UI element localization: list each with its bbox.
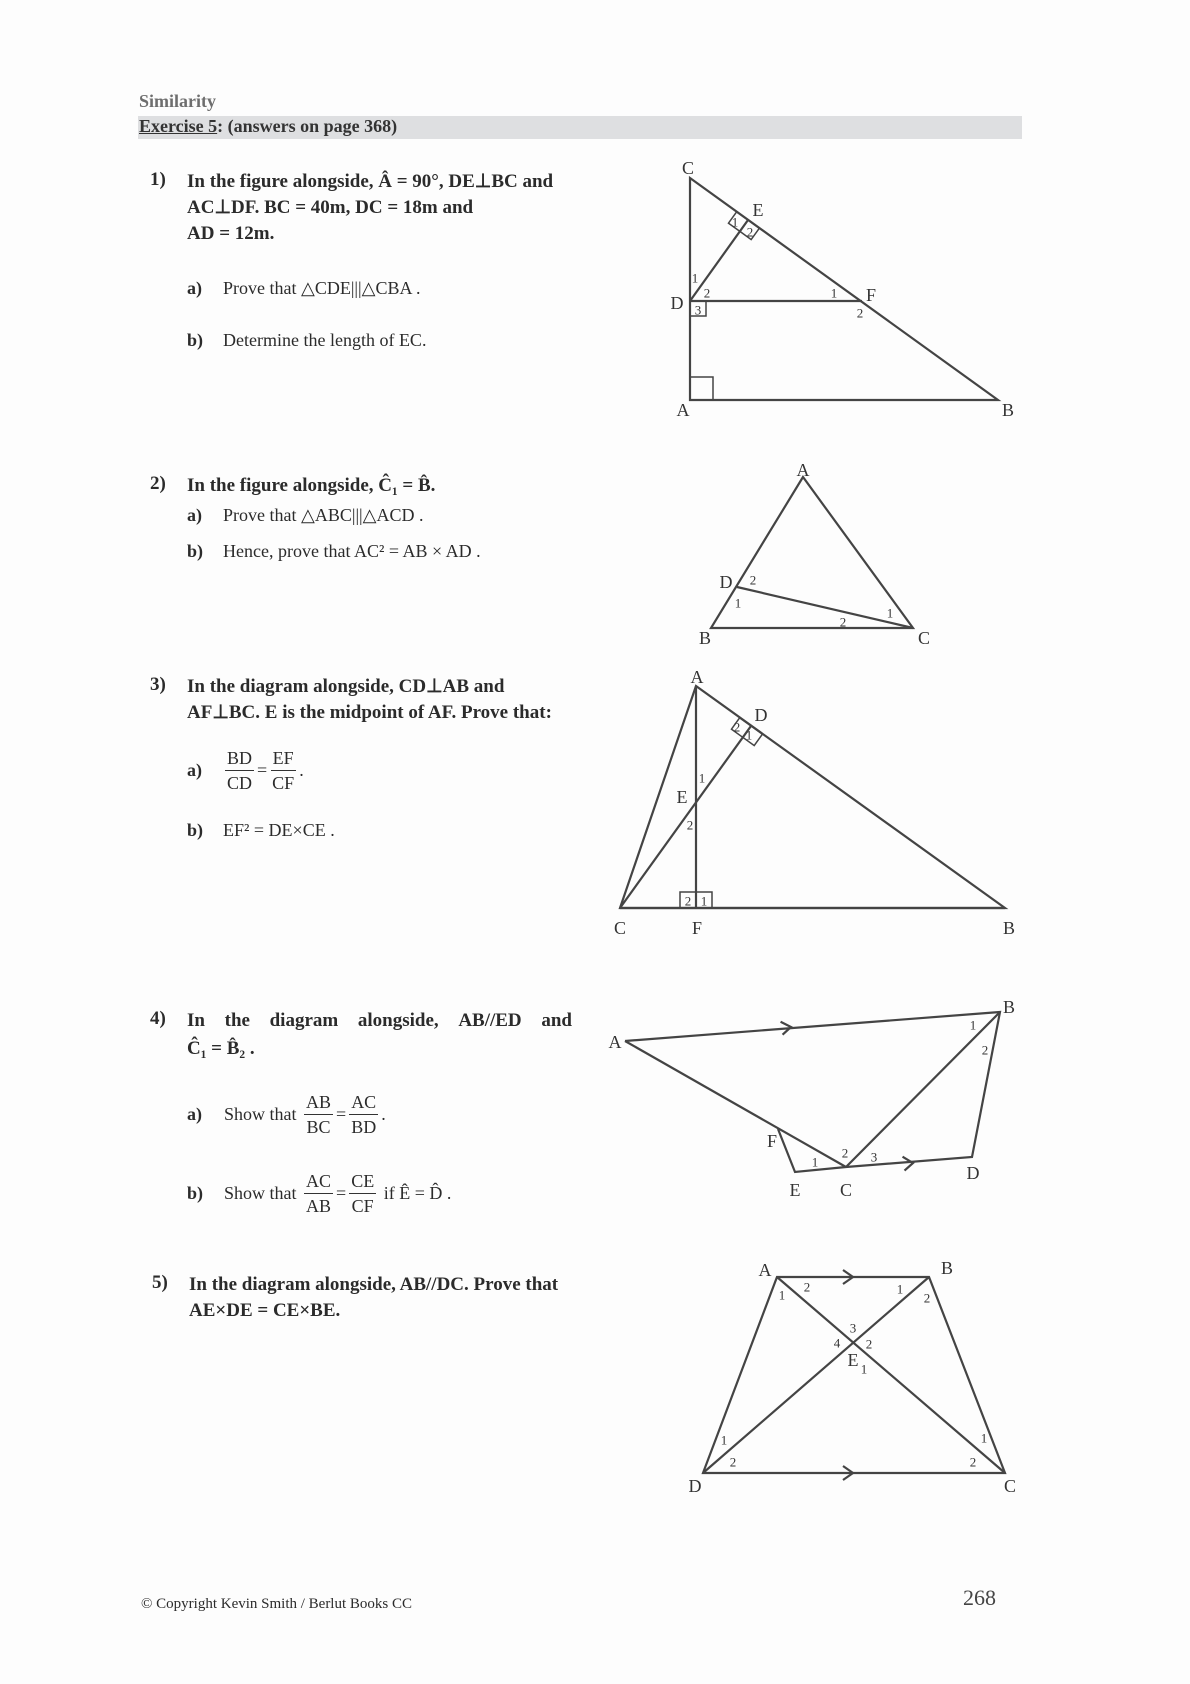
problem-2-statement: In the figure alongside, Ĉ₁ = B̂.: [187, 475, 436, 496]
angle-label: 3: [849, 1320, 857, 1336]
point-label: D: [966, 1163, 980, 1183]
angle-label: 1: [698, 770, 706, 786]
part-text: Hence, prove that AC² = AB × AD .: [223, 541, 481, 561]
point-label: A: [758, 1260, 772, 1280]
angle-label: 2: [803, 1279, 811, 1295]
angle-label: 2: [856, 305, 864, 321]
part-label: a): [187, 1104, 202, 1124]
angle-label: 2: [733, 719, 741, 735]
angle-label: 2: [746, 224, 754, 240]
diagram-3: [614, 667, 1015, 938]
angle-label: 2: [841, 1145, 849, 1161]
point-label: F: [865, 285, 877, 305]
segment-cd: [620, 726, 751, 908]
word: AB//ED: [458, 1010, 522, 1031]
page-number: 268: [963, 1585, 996, 1610]
part-label: b): [187, 541, 204, 561]
numerator: EF: [271, 746, 296, 771]
angle-label: 1: [980, 1430, 988, 1446]
angle-label: 2: [703, 285, 711, 301]
angle-label: 2: [969, 1454, 977, 1470]
numerator: CE: [349, 1169, 376, 1194]
exercise-label: Exercise 5: [139, 116, 218, 136]
angle-label: 2: [981, 1042, 989, 1058]
segment-de: [690, 220, 748, 301]
point-label: A: [676, 400, 690, 420]
point-label: D: [670, 293, 684, 313]
part-text: Show that: [224, 1183, 297, 1203]
problem-4-statement-line-2: Ĉ₁ = B̂₂ .: [187, 1038, 255, 1059]
point-label: D: [688, 1476, 702, 1496]
angle-label: 1: [778, 1287, 786, 1303]
angle-label: 2: [686, 817, 694, 833]
point-label: A: [690, 667, 704, 687]
numerator: BD: [225, 746, 254, 771]
angle-label: 1: [969, 1017, 977, 1033]
numerator: AB: [304, 1090, 333, 1115]
angle-label: 2: [729, 1454, 737, 1470]
problem-5-number: 5): [152, 1272, 168, 1293]
segment-cb: [846, 1012, 1000, 1167]
statement-line: In the figure alongside, Â = 90°, DE⊥BC and: [187, 171, 554, 192]
exercise-answers-note: : (answers on page 368): [217, 116, 398, 136]
part-text: Determine the length of EC.: [223, 330, 427, 350]
angle-label: 1: [691, 270, 699, 286]
angle-label: 1: [731, 214, 739, 230]
part-text: Show that: [224, 1104, 297, 1124]
point-label: C: [613, 918, 627, 938]
angle-label: 1: [734, 595, 742, 611]
copyright: © Copyright Kevin Smith / Berlut Books CC: [141, 1596, 412, 1612]
point-label: B: [1002, 997, 1016, 1017]
equals: =: [257, 760, 268, 780]
point-label: D: [754, 705, 768, 725]
angle-label: 2: [865, 1336, 873, 1352]
angle-label: 1: [886, 605, 894, 621]
point-label: B: [1002, 918, 1016, 938]
point-label: A: [796, 460, 810, 480]
point-label: F: [766, 1131, 778, 1151]
point-label: F: [691, 918, 703, 938]
point-label: D: [719, 572, 733, 592]
denominator: CF: [351, 1196, 374, 1216]
problem-3-number: 3): [150, 674, 166, 695]
angle-label: 1: [811, 1154, 819, 1170]
diagonal-bd: [703, 1277, 929, 1473]
numerator: AC: [349, 1090, 378, 1115]
point-label: B: [1001, 400, 1015, 420]
equals: =: [336, 1104, 347, 1124]
angle-label: 3: [870, 1149, 878, 1165]
statement-line: AC⊥DF. BC = 40m, DC = 18m and: [187, 197, 474, 218]
angle-label: 1: [896, 1281, 904, 1297]
diagram-1: [671, 158, 1015, 420]
part-label: a): [187, 278, 202, 298]
trapezium-abcd: [703, 1277, 1005, 1473]
angle-label: 1: [830, 285, 838, 301]
denominator: CD: [227, 773, 253, 793]
equals: =: [336, 1183, 347, 1203]
word: In: [187, 1010, 205, 1031]
word: the: [224, 1010, 250, 1031]
problem-1-number: 1): [150, 169, 166, 190]
diagonal-ac: [777, 1277, 1005, 1473]
part-label: b): [187, 330, 204, 350]
word: and: [541, 1010, 572, 1031]
angle-label: 1: [700, 893, 708, 909]
statement-line: AE×DE = CE×BE.: [189, 1300, 341, 1321]
angle-label: 2: [749, 572, 757, 588]
diagram-5: [689, 1258, 1017, 1496]
statement-line: AF⊥BC. E is the midpoint of AF. Prove that:: [187, 702, 552, 723]
right-angle-a: [690, 377, 713, 400]
word: diagram: [269, 1010, 339, 1031]
diagram-4: [609, 997, 1016, 1200]
angle-label: 2: [684, 893, 692, 909]
point-label: C: [1003, 1476, 1017, 1496]
part-text: Prove that △CDE|||△CBA .: [223, 278, 421, 298]
part-label: b): [187, 1183, 204, 1203]
part-label: a): [187, 505, 202, 525]
point-label: E: [847, 1350, 859, 1370]
segment-ac: [625, 1041, 846, 1167]
period: .: [299, 760, 304, 780]
angle-label: 1: [720, 1432, 728, 1448]
denominator: BD: [351, 1117, 377, 1137]
problem-2-number: 2): [150, 473, 166, 494]
statement-line: AD = 12m.: [187, 223, 275, 244]
point-label: C: [917, 628, 931, 648]
condition: if Ê = D̂ .: [379, 1183, 452, 1203]
point-label: A: [608, 1032, 622, 1052]
part-label: b): [187, 820, 204, 840]
denominator: AB: [306, 1196, 332, 1216]
word: alongside,: [357, 1010, 439, 1031]
point-label: B: [698, 628, 712, 648]
problem-4-number: 4): [150, 1008, 166, 1029]
point-label: E: [789, 1180, 801, 1200]
period: .: [381, 1104, 386, 1124]
part-text: EF² = DE×CE .: [223, 820, 335, 840]
angle-label: 2: [923, 1290, 931, 1306]
numerator: AC: [304, 1169, 333, 1194]
part-text: Prove that △ABC|||△ACD .: [223, 505, 424, 525]
denominator: BC: [306, 1117, 331, 1137]
statement-line: In the diagram alongside, CD⊥AB and: [187, 676, 505, 697]
point-label: C: [681, 158, 695, 178]
angle-label: 1: [860, 1361, 868, 1377]
denominator: CF: [272, 773, 295, 793]
angle-label: 2: [839, 614, 847, 630]
angle-label: 1: [745, 727, 753, 743]
diagram-2: [699, 460, 930, 648]
part-label: a): [187, 760, 202, 780]
point-label: E: [676, 787, 688, 807]
angle-label: 4: [833, 1335, 841, 1351]
point-label: E: [752, 200, 764, 220]
statement-line: In the diagram alongside, AB//DC. Prove that: [189, 1274, 559, 1295]
point-label: B: [940, 1258, 954, 1278]
section-title: Similarity: [139, 91, 216, 111]
angle-label: 3: [694, 302, 702, 318]
point-label: C: [839, 1180, 853, 1200]
